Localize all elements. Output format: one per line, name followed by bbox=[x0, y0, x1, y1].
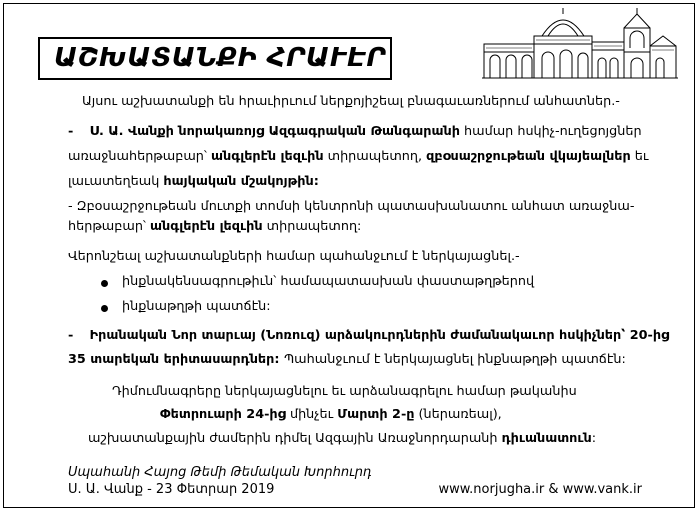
page-title: ԱՇԽԱՏԱՆՔԻ ՀՐԱՒԷՐ bbox=[38, 37, 392, 80]
footer-organization: Սպահանի Հայոց Թեմի Թեմական Խորհուրդ bbox=[68, 465, 372, 480]
closing-line-1: Դիմումնագրերը ներկայացնելու եւ արձանագրելու համար թականիս bbox=[112, 384, 577, 399]
requirement-item: ինքնակենսագրութիւն՝ համապատասխան փաստաթղթերով bbox=[122, 274, 535, 289]
intro-text: Այսու աշխատանքի են հրաւիրւում ներքոյիշեալ բնագաւառներում անհատներ.- bbox=[82, 94, 620, 109]
museum-guide-line-1: - Ս. Ա. Վանքի նորակառոյց Ազգագրական Թանգարանի համար հսկիչ-ուղեցոյցներ bbox=[68, 124, 642, 139]
museum-guide-line-2: առաջնահերթաբար՝ անգլերէն լեզւին տիրապետող, զբօսաշրջութեան վկայեալներ եւ bbox=[68, 149, 649, 164]
museum-guide-line-3: լաւատեղեակ հայկական մշակոյթին: bbox=[68, 174, 319, 189]
nowruz-line-1: - Իրանական Նոր տարւայ (Նոռուզ) արձակուրդներին ժամանակաւոր հսկիչներ՝ 20-ից bbox=[68, 328, 670, 343]
nowruz-line-2: 35 տարեկան երիտասարդներ: Պահանջւում է ներկայացնել ինքնաթղթի պատճէն: bbox=[68, 352, 626, 367]
requirement-item: ինքնաթղթի պատճէն: bbox=[122, 299, 271, 314]
ticket-center-line-2: հերթաբար՝ անգլերէն լեզւին տիրապետող: bbox=[68, 219, 362, 234]
bullet-icon bbox=[101, 305, 108, 312]
requirements-intro: Վերոնշեալ աշխատանքների համար պահանջւում է ներկայացնել.- bbox=[68, 249, 520, 264]
closing-line-3: աշխատանքային ժամերին դիմել Ազգային Առաջնորդարանի դիւանատուն: bbox=[88, 431, 597, 446]
church-illustration bbox=[482, 8, 678, 80]
footer-websites: www.norjugha.ir & www.vank.ir bbox=[438, 482, 642, 497]
footer-place-date: Ս. Ա. Վանք - 23 Փետրար 2019 bbox=[68, 482, 275, 497]
bullet-icon bbox=[101, 280, 108, 287]
ticket-center-line-1: - Զբօսաշրջութեան մուտքի տոմսի կենտրոնի պատասխանատու անհատ առաջնա- bbox=[68, 199, 635, 214]
closing-line-2: Փետրուարի 24-ից մինչեւ Մարտի 2-ը (ներառեալ), bbox=[160, 407, 502, 422]
